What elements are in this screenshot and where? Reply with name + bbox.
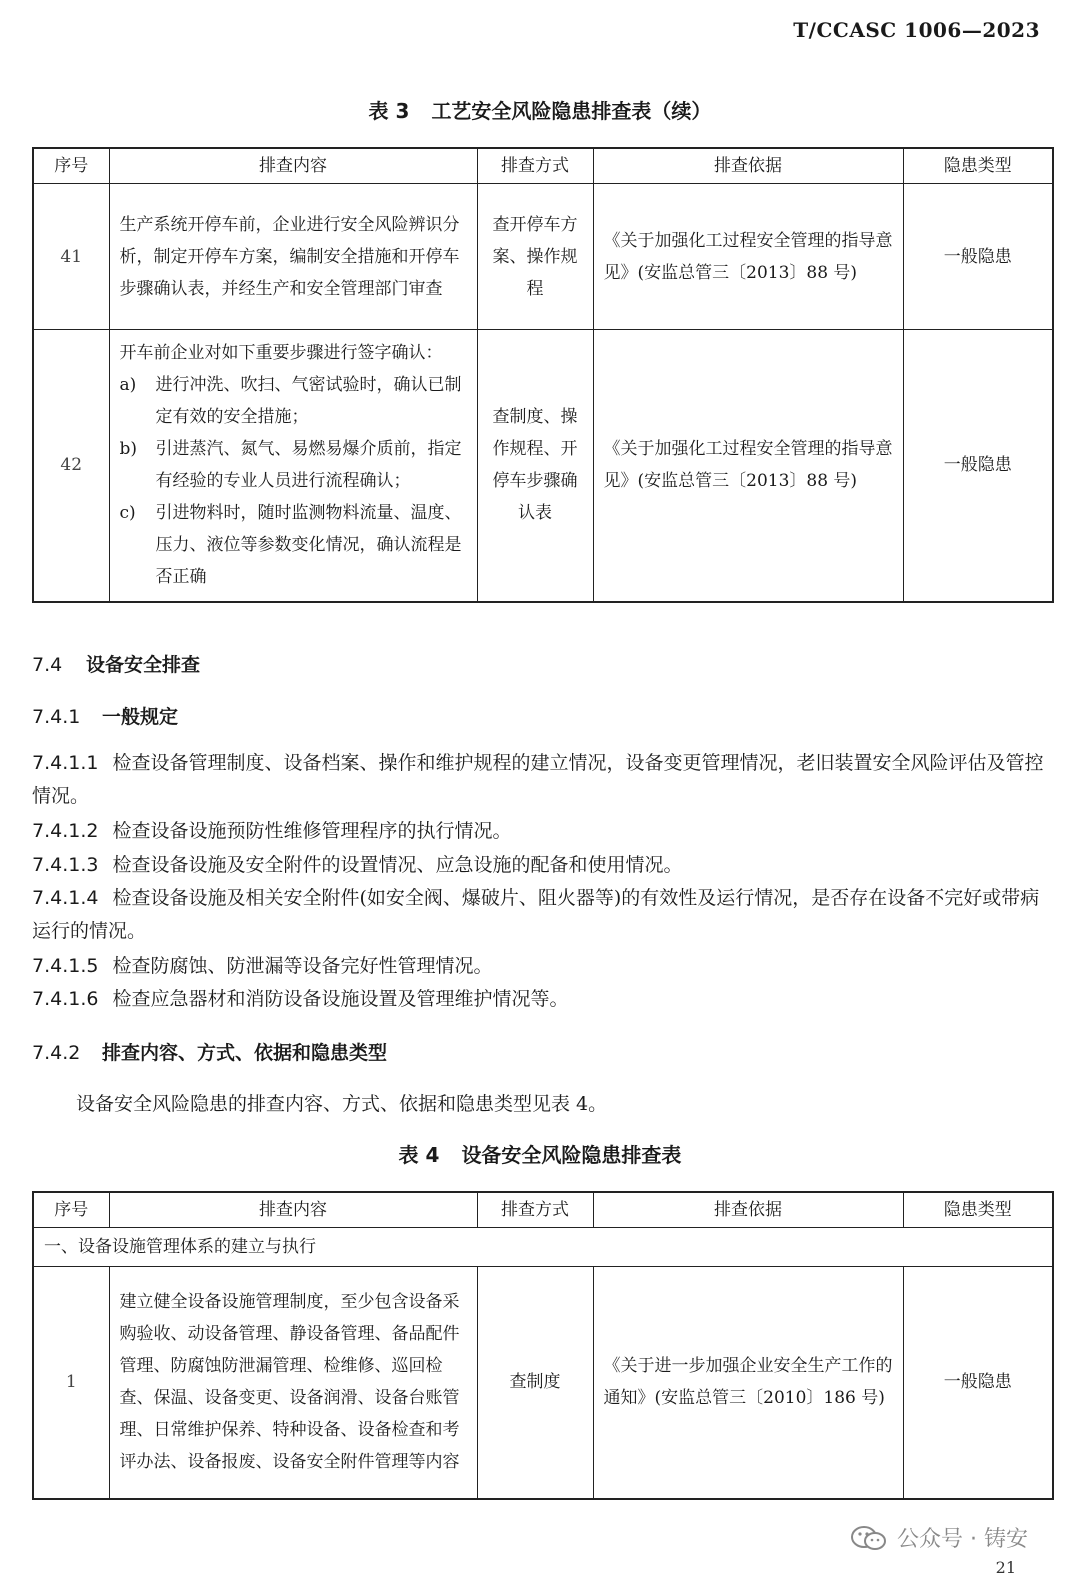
row-method: 查制度、操作规程、开停车步骤确认表: [477, 330, 593, 602]
section-title: 一般规定: [102, 706, 179, 728]
item-text: 进行冲洗、吹扫、气密试验时，确认已制定有效的安全措施；: [155, 375, 462, 428]
item-label: c): [119, 503, 136, 524]
row-content: 建立健全设备设施管理制度，至少包含设备采购验收、动设备管理、静设备管理、备品配件管理、防腐蚀防泄漏管理、检维修、巡回检查、保温、设备变更、设备润滑、设备台账管理、日常维护保养、特种设备、设备检查和考评办法、设备报废、设备安全附件管理等内容: [109, 1267, 477, 1499]
header-method: 排查方式: [477, 1192, 593, 1228]
clause-text: 检查应急器材和消防设备设施设置及管理维护情况等。: [112, 988, 569, 1010]
table3-caption-number: 表 3: [368, 99, 410, 123]
section-title: 排查内容、方式、依据和隐患类型: [102, 1042, 388, 1064]
row-number: 41: [33, 184, 109, 330]
table-row: [33, 330, 1053, 602]
section-number: 7.4.1: [32, 706, 81, 728]
row-basis: 《关于加强化工过程安全管理的指导意见》(安监总管三〔2013〕88 号): [593, 184, 903, 330]
table4: [32, 1191, 1054, 1500]
row-number: 1: [33, 1267, 109, 1499]
clause-text: 检查设备管理制度、设备档案、操作和维护规程的建立情况，设备变更管理情况，老旧装置安全风险评估及管控情况。: [32, 752, 1044, 807]
table3: [32, 147, 1054, 603]
clause: [32, 849, 1052, 882]
header-basis: 排查依据: [593, 148, 903, 184]
item-text: 引进蒸汽、氮气、易燃易爆介质前，指定有经验的专业人员进行流程确认；: [155, 439, 462, 492]
clause-number: 7.4.1.3: [32, 854, 99, 876]
table4-caption: [0, 1139, 1080, 1168]
clause-number: 7.4.1.1: [32, 752, 99, 774]
clause-text: 检查设备设施及相关安全附件(如安全阀、爆破片、阻火器等)的有效性及运行情况，是否存在设备不完好或带病运行的情况。: [32, 887, 1040, 942]
intro-paragraph: 设备安全风险隐患的排查内容、方式、依据和隐患类型见表 4。: [76, 1093, 608, 1115]
clause: [32, 815, 1052, 848]
row-method: 查开停车方案、操作规程: [477, 184, 593, 330]
clause-number: 7.4.1.5: [32, 955, 99, 977]
header-content: 排查内容: [109, 1192, 477, 1228]
section-number: 7.4: [32, 654, 63, 676]
section-heading-7-4-1: [32, 702, 178, 729]
item-text: 引进物料时，随时监测物料流量、温度、压力、液位等参数变化情况，确认流程是否正确: [155, 503, 462, 588]
wechat-icon: [849, 1525, 889, 1551]
clause-number: 7.4.1.6: [32, 988, 99, 1010]
wechat-watermark: [849, 1522, 1028, 1553]
section-number: 7.4.2: [32, 1042, 81, 1064]
table4-header-row: [33, 1192, 1053, 1228]
clause-text: 检查设备设施预防性维修管理程序的执行情况。: [112, 820, 512, 842]
table3-header-row: [33, 148, 1053, 184]
header-method: 排查方式: [477, 148, 593, 184]
table-section-row: [33, 1228, 1053, 1267]
row-content-intro: 开车前企业对如下重要步骤进行签字确认：: [119, 343, 443, 364]
clause-number: 7.4.1.2: [32, 820, 99, 842]
section-heading-7-4-2: [32, 1038, 387, 1065]
row-number: 42: [33, 330, 109, 602]
header-type: 隐患类型: [903, 148, 1053, 184]
clause: [32, 882, 1052, 948]
clause: [32, 983, 1052, 1016]
row-type: 一般隐患: [903, 1267, 1053, 1499]
header-content: 排查内容: [109, 148, 477, 184]
clause: [32, 747, 1052, 813]
row-content: 生产系统开停车前，企业进行安全风险辨识分析，制定开停车方案，编制安全措施和开停车步骤确认表，并经生产和安全管理部门审查: [109, 184, 477, 330]
watermark-text: 公众号 · 铸安: [897, 1527, 1028, 1552]
clause-text: 检查防腐蚀、防泄漏等设备完好性管理情况。: [112, 955, 493, 977]
table-row: [33, 184, 1053, 330]
clause: [32, 950, 1052, 983]
page-number: 21: [995, 1558, 1016, 1577]
list-item: [120, 369, 467, 433]
table3-caption: [0, 95, 1080, 124]
header-no: 序号: [33, 1192, 109, 1228]
table4-caption-title: 设备安全风险隐患排查表: [461, 1143, 682, 1167]
item-label: b): [119, 439, 138, 460]
table4-caption-number: 表 4: [398, 1143, 440, 1167]
header-no: 序号: [33, 148, 109, 184]
row-basis: 《关于加强化工过程安全管理的指导意见》(安监总管三〔2013〕88 号): [593, 330, 903, 602]
row-method: 查制度: [477, 1267, 593, 1499]
section-heading-7-4: [32, 650, 200, 677]
list-item: [120, 497, 467, 593]
header-type: 隐患类型: [903, 1192, 1053, 1228]
row-content: [109, 330, 477, 602]
list-item: [120, 433, 467, 497]
row-type: 一般隐患: [903, 330, 1053, 602]
clause-number: 7.4.1.4: [32, 887, 99, 909]
section-row-label: 一、设备设施管理体系的建立与执行: [33, 1228, 1053, 1267]
clause-text: 检查设备设施及安全附件的设置情况、应急设施的配备和使用情况。: [112, 854, 683, 876]
section-title: 设备安全排查: [86, 654, 201, 676]
header-basis: 排查依据: [593, 1192, 903, 1228]
table-row: [33, 1267, 1053, 1499]
document-id: T/CCASC 1006—2023: [793, 18, 1040, 42]
item-label: a): [119, 375, 137, 396]
row-type: 一般隐患: [903, 184, 1053, 330]
row-basis: 《关于进一步加强企业安全生产工作的通知》(安监总管三〔2010〕186 号): [593, 1267, 903, 1499]
table3-caption-title: 工艺安全风险隐患排查表（续）: [431, 99, 712, 123]
